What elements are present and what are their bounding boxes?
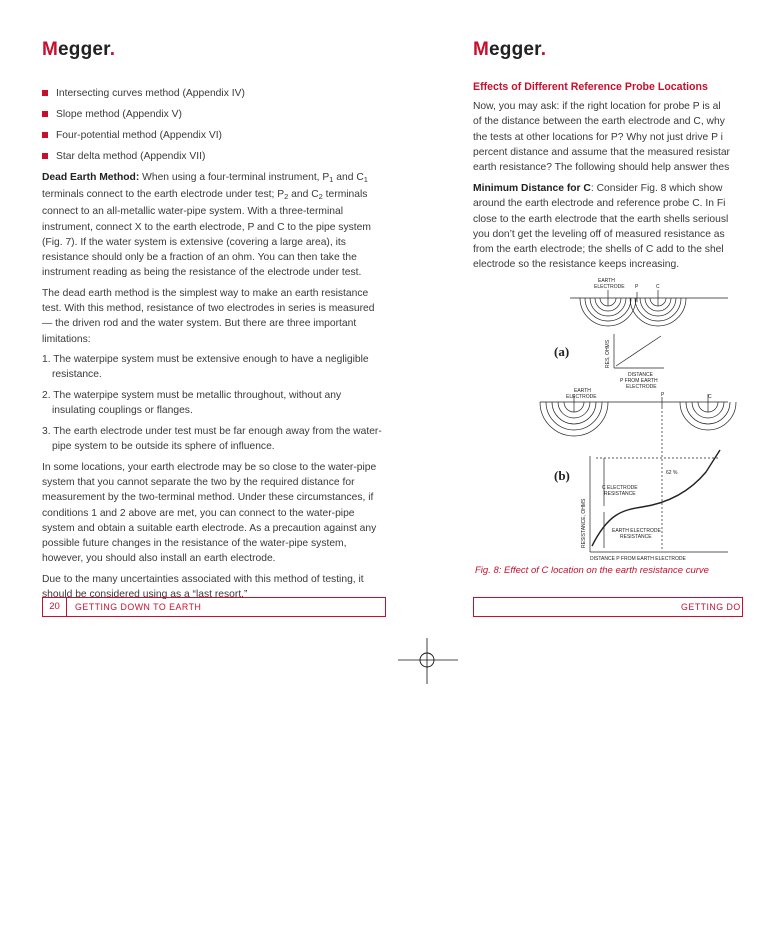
min-distance-line: you don’t get the leveling off of measured resistance as xyxy=(473,228,725,240)
bullet-square-icon xyxy=(42,132,48,138)
footer-left xyxy=(42,597,386,617)
fig-a-axis-x: ELECTRODE xyxy=(626,384,657,390)
fig-a-axis-x: DISTANCE xyxy=(628,372,653,378)
intro-line: of the distance between the earth electrode and C, why xyxy=(473,116,725,128)
bullet-square-icon xyxy=(42,111,48,117)
page-number: 20 xyxy=(43,598,67,616)
limitation-item: 2. The waterpipe system must be metallic throughout, without any insulating couplings or flanges. xyxy=(42,390,342,417)
bullet-item: Slope method (Appendix V) xyxy=(42,107,386,122)
fig-label-b: (b) xyxy=(554,468,570,483)
fig-b-e-resistance-label: EARTH ELECTRODE xyxy=(612,528,661,534)
fig-b-axis-x: DISTANCE P FROM EARTH ELECTRODE xyxy=(590,556,686,562)
min-distance-line: close to the earth electrode that the earth shells seriousl xyxy=(473,213,729,225)
fig-a-earth-electrode-label: EARTH xyxy=(598,278,615,284)
dead-earth-paragraph: Dead Earth Method: When using a four-terminal instrument, $P_1$ and $C_1$ terminals connect to the earth electrode under test; $P_2$ and $C_2$ terminals connect to an all-metallic water-pipe system. With a three-terminal instrument, connect X to the earth electrode, P and C to the pipe system (Fig. 7). If the water system is extensive (covering a large area), its resistance should only be a fraction of an ohm. You can then take the instrument reading as being the resistance of the electrode under test. xyxy=(42,172,371,279)
min-distance-line: Minimum Distance for C: Consider Fig. 8 which show xyxy=(473,183,723,195)
fig-b-p-label: P xyxy=(661,392,665,398)
fig-b-earth-electrode-label: EARTH xyxy=(574,388,591,394)
fig-a-axis-x: P FROM EARTH xyxy=(620,378,658,384)
fig-b-earth-electrode-label: ELECTRODE xyxy=(566,394,597,400)
footer-title: GETTING DO xyxy=(681,602,741,612)
min-distance-heading: Minimum Distance for C xyxy=(473,183,591,195)
bullet-item: Star delta method (Appendix VII) xyxy=(42,149,386,164)
intro-line: earth resistance? The following should help answer thes xyxy=(473,162,730,174)
fig-b-c-label: C xyxy=(708,394,712,400)
section-heading: Effects of Different Reference Probe Locations xyxy=(473,81,708,93)
fig-a-c-label: C xyxy=(656,284,660,290)
min-distance-line: around the earth electrode and reference probe C. In Fi xyxy=(473,198,726,210)
figure-caption: Fig. 8: Effect of C location on the earth resistance curve xyxy=(475,565,709,576)
fig-b-axis-y: RESISTANCE, OHMS xyxy=(581,498,587,548)
limitation-item: 1. The waterpipe system must be extensive enough to have a negligible resistance. xyxy=(42,354,369,381)
intro-line: percent distance and assume that the measured resistar xyxy=(473,146,730,158)
fig-label-a: (a) xyxy=(554,344,570,359)
footer-title: GETTING DOWN TO EARTH xyxy=(75,602,202,612)
bullet-square-icon xyxy=(42,153,48,159)
fig-b-c-resistance-label: RESISTANCE xyxy=(604,491,636,497)
fig-b-e-resistance-label: RESISTANCE xyxy=(620,534,652,540)
fig-a-p-label: P xyxy=(635,284,639,290)
last-resort-paragraph: Due to the many uncertainties associated with this method of testing, it should be considered using as a “last resort.” xyxy=(42,573,364,601)
simplest-method-paragraph: The dead earth method is the simplest way to make an earth resistance test. With this method, resistance of two electrodes in series is measured — the driven rod and the water system. But there are three important limitations: xyxy=(42,287,375,345)
min-distance-line: electrode so the resistance keeps increasing. xyxy=(473,259,680,271)
bullet-item: Intersecting curves method (Appendix IV) xyxy=(42,86,386,101)
close-location-paragraph: In some locations, your earth electrode may be so close to the water-pipe system that you cannot separate the two by the required distance for measurement by the two-terminal method. Under these circumstances, if conditions 1 and 2 above are met, you can connect to the water-pipe system and obtain a suitable earth electrode. As a precaution against any possible future changes in the resistance of the water-pipe system, however, you should also install an earth electrode. xyxy=(42,461,377,565)
fig-b-c-resistance-label: C ELECTRODE xyxy=(602,485,638,491)
megger-logo-left: Megger. xyxy=(42,39,116,60)
fig-a-axis-y: RES, OHMS xyxy=(605,339,611,368)
bullet-item: Four-potential method (Appendix VI) xyxy=(42,128,386,143)
intro-line: the tests at other locations for P? Why not just drive P i xyxy=(473,131,723,143)
right-page-body xyxy=(473,80,773,272)
fig-a-earth-electrode-label: ELECTRODE xyxy=(594,284,625,290)
registration-mark-icon xyxy=(398,638,458,684)
footer-right xyxy=(473,597,743,617)
intro-line: Now, you may ask: if the right location for probe P is al xyxy=(473,101,721,113)
bullet-square-icon xyxy=(42,90,48,96)
megger-logo-right: Megger. xyxy=(473,39,547,60)
dead-earth-heading: Dead Earth Method: xyxy=(42,172,140,183)
min-distance-line: from the earth electrode; the shells of C add to the shel xyxy=(473,244,724,256)
fig-b-percent-label: 62 % xyxy=(666,470,678,476)
limitation-item: 3. The earth electrode under test must be far enough away from the water-pipe system to be outside its sphere of influence. xyxy=(42,426,382,453)
figure-8-diagram xyxy=(536,276,728,564)
left-page-body xyxy=(42,86,386,608)
